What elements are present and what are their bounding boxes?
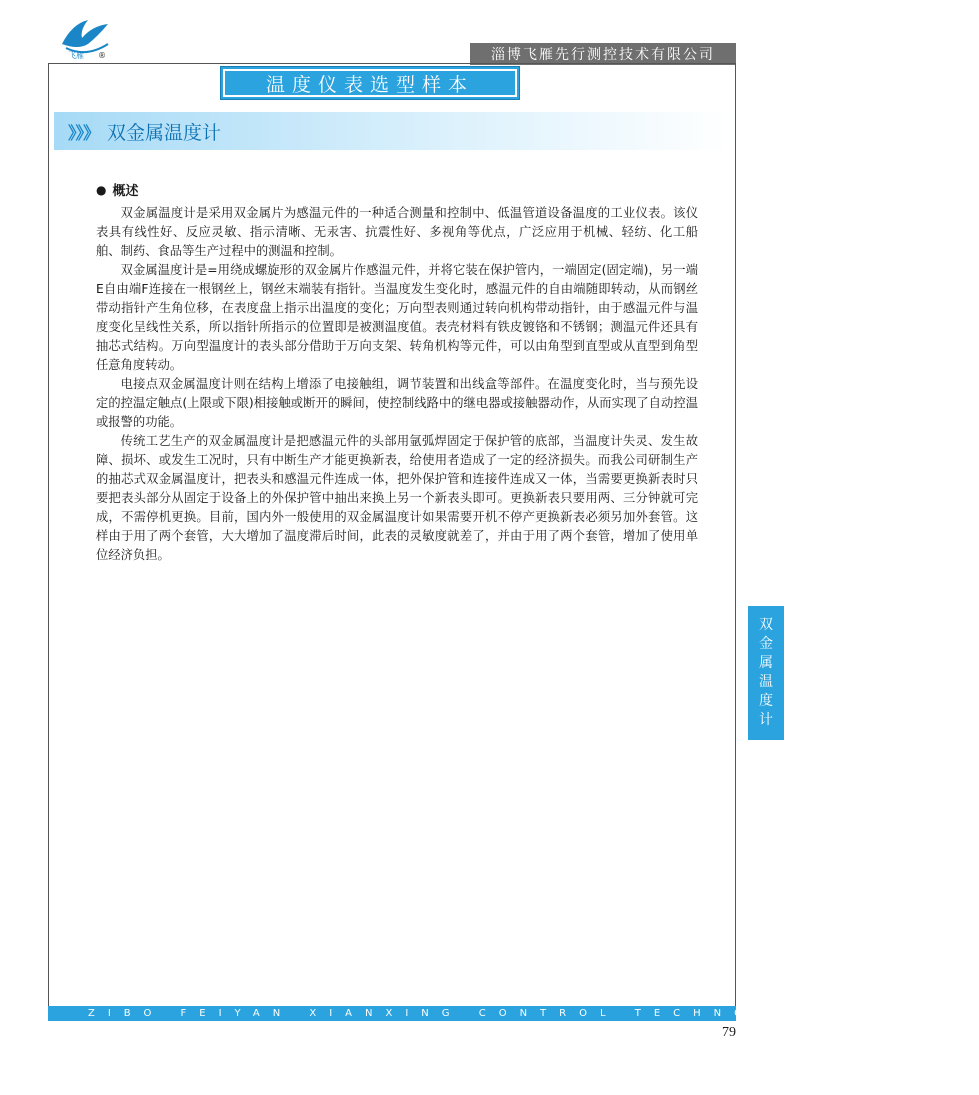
catalog-title-box: [220, 66, 520, 100]
paragraph: 传统工艺生产的双金属温度计是把感温元件的头部用氩弧焊固定于保护管的底部，当温度计失灵、发生故障、损坏、或发生工况时，只有中断生产才能更换新表，给使用者造成了一定的经济损失。而我公司研制生产的抽芯式双金属温度计，把表头和感温元件连成一体，把外保护管和连接件连成又一体，当需要更换新表时只要把表头部分从固定于设备上的外保护管中抽出来换上另一个新表头即可。更换新表只要用两、三分钟就可完成，不需停机更换。目前，国内外一般使用的双金属温度计如果需要开机不停产更换新表必须另加外套管。这样由于用了两个套管，大大增加了温度滞后时间，此表的灵敏度就差了，并由于用了两个套管，增加了使用单位经济负担。: [96, 434, 698, 562]
side-tab-char: 属: [759, 655, 773, 671]
paragraph: 电接点双金属温度计则在结构上增添了电接触组，调节装置和出线盒等部件。在温度变化时，当与预先设定的控温定触点(上限或下限)相接触或断开的瞬间，使控制线路中的继电器或接触器动作，从而实现了自动控温或报警的功能。: [96, 377, 698, 429]
side-tab-char: 度: [759, 693, 773, 709]
company-name-bar: [470, 43, 736, 65]
page-number: 79: [722, 1025, 736, 1040]
swallow-logo-icon: [58, 14, 114, 62]
side-tab-char: 计: [759, 712, 773, 728]
overview-heading-text: 概述: [112, 184, 139, 199]
company-logo: [58, 14, 114, 62]
registered-mark: ®: [98, 51, 106, 60]
chevrons-icon: 》》》: [68, 123, 99, 144]
catalog-title: 温度仪表选型样本: [265, 73, 474, 96]
section-header: [54, 112, 730, 150]
side-tab-char: 双: [759, 617, 773, 633]
side-tab-char: 温: [759, 674, 773, 690]
logo-text: 飞雁: [68, 51, 84, 60]
paragraph: 双金属温度计是=用绕成螺旋形的双金属片作感温元件，并将它装在保护管内，一端固定(固定端)，另一端E自由端F连接在一根钢丝上，钢丝末端装有指针。当温度发生变化时，感温元件的自由端随即转动，从而钢丝带动指针产生角位移，在表度盘上指示出温度的变化；万向型表则通过转向机构带动指针，由于感温元件与温度变化呈线性关系，所以指针所指示的位置即是被测温度值。表壳材料有铁皮镀铬和不锈钢；测温元件还具有抽芯式结构。万向型温度计的表头部分借助于万向支架、转角机构等元件，可以由角型到直型或从直型到角型任意角度转动。: [96, 263, 698, 372]
body-text: [96, 204, 698, 565]
company-name: 淄博飞雁先行测控技术有限公司: [491, 47, 715, 63]
overview-heading: [96, 180, 139, 199]
footer-company-name: ZIBO FEIYAN XIANXING CONTROL TECHNOLOGY CO.,LTD: [88, 1008, 979, 1019]
footer-bar: [48, 1006, 979, 1021]
bullet-icon: ●: [96, 182, 107, 197]
side-tab-char: 金: [759, 636, 773, 652]
section-title: 双金属温度计: [107, 121, 222, 144]
paragraph: 双金属温度计是采用双金属片为感温元件的一种适合测量和控制中、低温管道设备温度的工业仪表。该仪表具有线性好、反应灵敏、指示清晰、无汞害、抗震性好、多视角等优点，广泛应用于机械、轻纺、化工船舶、制药、食品等生产过程中的测温和控制。: [96, 206, 698, 258]
side-tab-bimetal-thermometer: [748, 606, 784, 740]
